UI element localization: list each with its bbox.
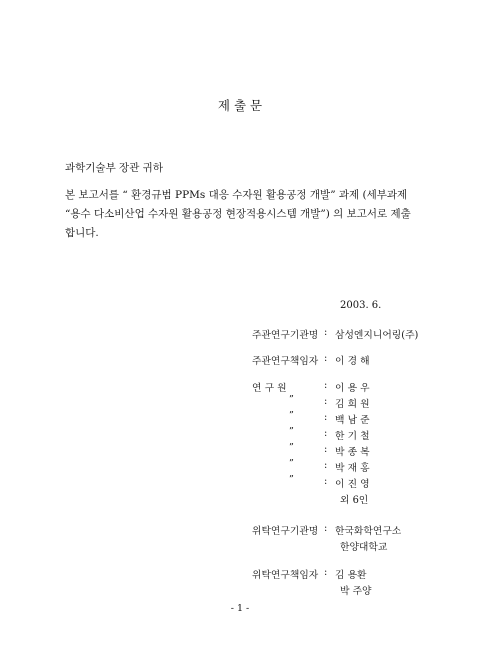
researcher-name: 박 종 복	[335, 447, 370, 458]
separator: :	[324, 476, 328, 487]
contract-org-value: 한양대학교	[340, 542, 388, 553]
submission-date: 2003. 6.	[340, 300, 382, 311]
ditto-mark: ”	[289, 474, 294, 485]
separator: :	[324, 327, 328, 338]
researcher-name: 박 재 홍	[335, 463, 370, 474]
researcher-name: 김 희 원	[335, 399, 370, 410]
lead-pi-label: 주관연구책임자	[252, 356, 319, 367]
contract-pi-value: 김 용환	[335, 570, 367, 581]
researchers-extra: 외 6인	[340, 495, 369, 506]
contract-pi-value: 박 주양	[340, 586, 372, 597]
ditto-mark: ”	[289, 442, 294, 453]
separator: :	[324, 412, 328, 423]
addressee: 과학기술부 장관 귀하	[65, 162, 163, 174]
contract-pi-label: 위탁연구책임자	[252, 570, 319, 581]
body-line-1: 본 보고서를 “ 환경규범 PPMs 대응 수자원 활용공정 개발” 과제 (세부과제	[65, 189, 408, 201]
separator: :	[324, 380, 328, 391]
researcher-name: 이 용 우	[335, 383, 370, 394]
document-title: 제 출 문	[217, 98, 263, 113]
researcher-name: 한 기 철	[335, 431, 370, 442]
separator: :	[324, 428, 328, 439]
lead-pi-value: 이 경 해	[335, 356, 370, 367]
body-line-2: “용수 다소비산업 수자원 활용공정 현장적용시스템 개발”) 의 보고서로 제출	[65, 208, 411, 220]
researcher-name: 백 남 준	[335, 415, 370, 426]
separator: :	[324, 396, 328, 407]
researcher-name: 이 진 영	[335, 479, 370, 490]
ditto-mark: ”	[289, 426, 294, 437]
separator: :	[324, 567, 328, 578]
separator: :	[324, 460, 328, 471]
lead-org-value: 삼성엔지니어링(주)	[335, 330, 419, 341]
separator: :	[324, 444, 328, 455]
ditto-mark: ”	[289, 458, 294, 469]
ditto-mark: ”	[289, 394, 294, 405]
contract-org-value: 한국화학연구소	[335, 526, 402, 537]
separator: :	[324, 353, 328, 364]
researchers-label: 연 구 원	[252, 383, 287, 394]
body-line-3: 합니다.	[65, 227, 99, 239]
separator: :	[324, 523, 328, 534]
page-number: - 1 -	[230, 603, 250, 614]
ditto-mark: ”	[289, 410, 294, 421]
lead-org-label: 주관연구기관명	[252, 330, 319, 341]
contract-org-label: 위탁연구기관명	[252, 526, 319, 537]
